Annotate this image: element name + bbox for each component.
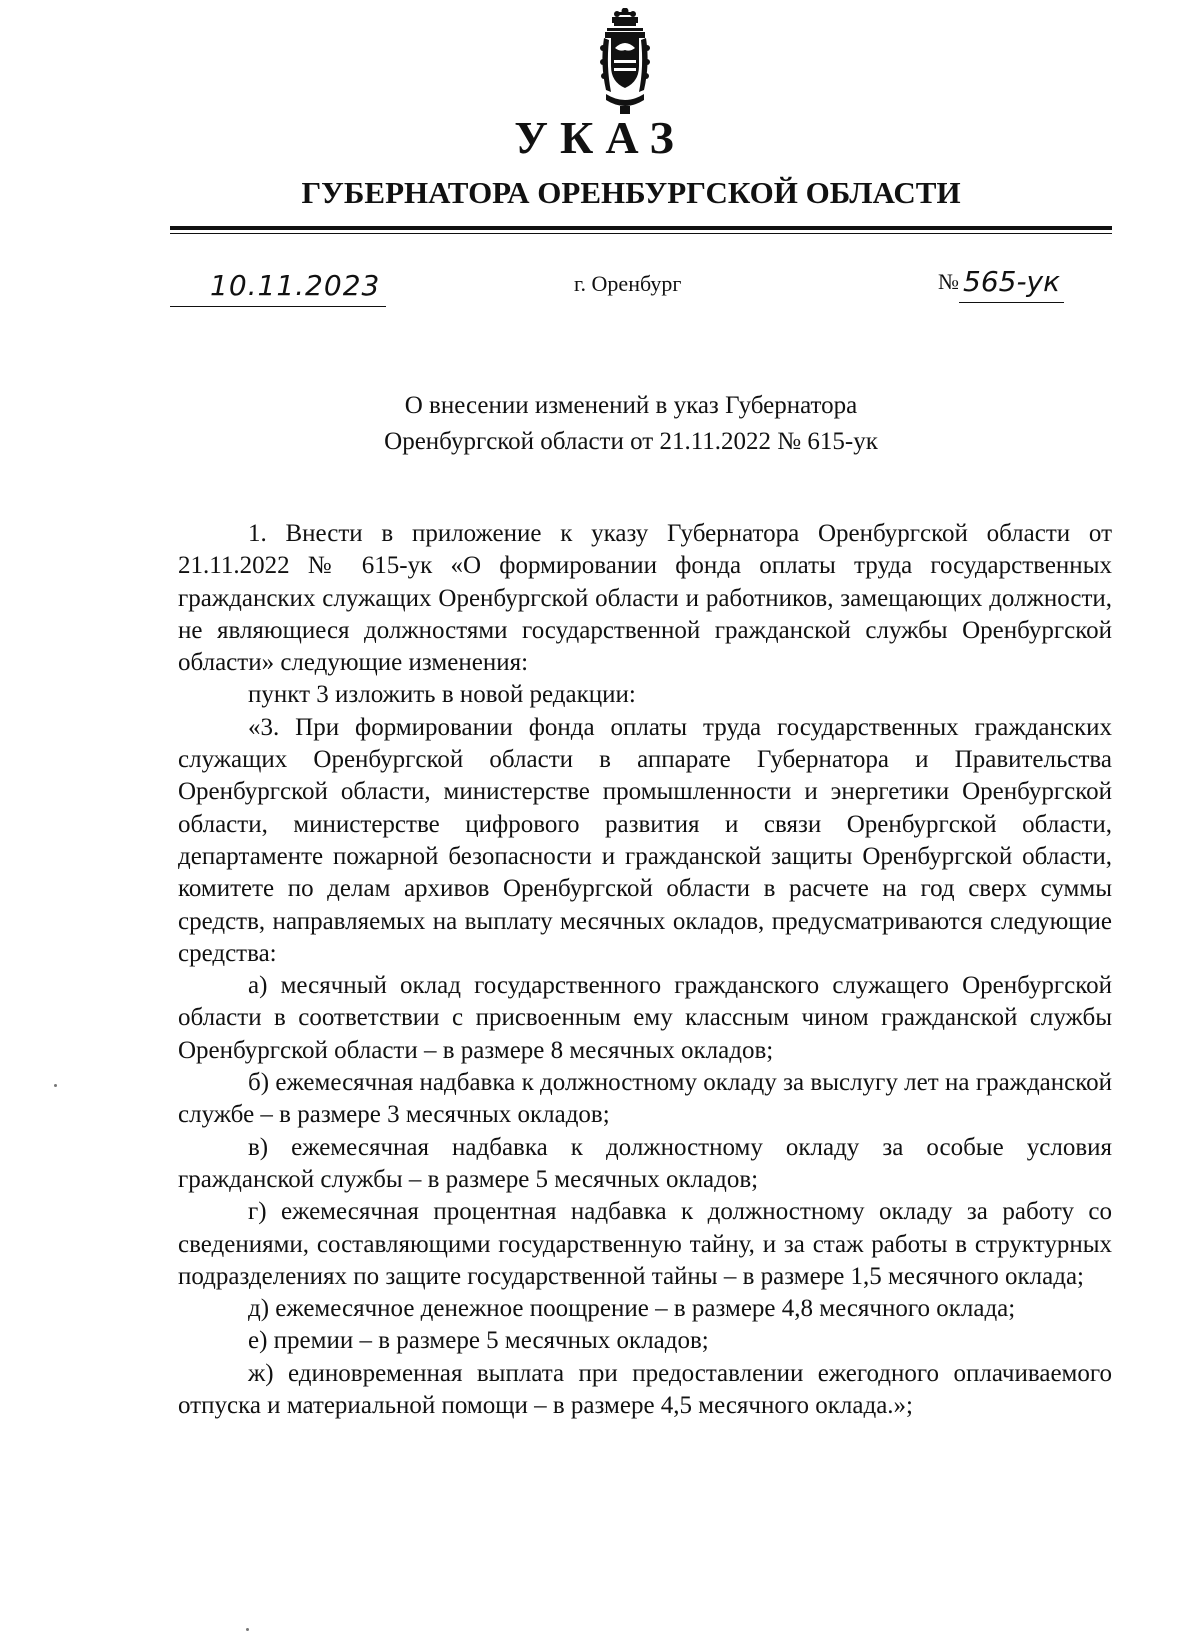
list-item-g: г) ежемесячная процентная надбавка к должностному окладу за работу со сведениями, составляющими государственную тайну, и за стаж работы в структурных подразделениях по защите государственной тайны – в размере 1,5 месячного оклада; (178, 1198, 1112, 1290)
decree-body (178, 518, 1112, 1422)
decree-number-field (938, 262, 1064, 306)
coat-of-arms-emblem (598, 8, 652, 116)
list-item-b: б) ежемесячная надбавка к должностному окладу за выслугу лет на гражданской службе – в размере 3 месячных окладов; (178, 1069, 1112, 1129)
list-item-e: е) премии – в размере 5 месячных окладов; (248, 1327, 709, 1355)
paragraph-1: 1. Внести в приложение к указу Губернатора Оренбургской области от 21.11.2022 № 615-ук «О формировании фонда оплаты труда государственных гражданских служащих Оренбургской области и работников, замещающих должности, не являющиеся должностями государственной гражданской службы Оренбургской области» следующие изменения: (178, 520, 1112, 677)
list-item-zh: ж) единовременная выплата при предоставлении ежегодного оплачиваемого отпуска и материальной помощи – в размере 4,5 месячного оклада.»; (178, 1359, 1112, 1420)
scan-speck (54, 1084, 57, 1087)
list-item-a: а) месячный оклад государственного гражданского служащего Оренбургской области в соответствии с присвоенным ему классным чином гражданской службы Оренбургской области – в размере 8 месячных окладов; (178, 972, 1112, 1064)
list-item-v: в) ежемесячная надбавка к должностному окладу за особые условия гражданской службы – в размере 5 месячных окладов; (178, 1133, 1112, 1193)
decree-heading-line-1: О внесении изменений в указ Губернатора (404, 392, 858, 419)
decree-title: УКАЗ (514, 112, 686, 163)
number-sign: № (938, 269, 959, 294)
scan-speck (246, 1628, 249, 1631)
decree-heading-line-2: Оренбургской области от 21.11.2022 № 615-ук (384, 428, 878, 455)
decree-date-field (170, 266, 386, 307)
paragraph-3: «3. При формировании фонда оплаты труда государственных гражданских служащих Оренбургской области в аппарате Губернатора и Правительства Оренбургской области, министерстве промышленности и энергетики Оренбургской области, министерстве цифрового развития и связи Оренбургской области, департаменте пожарной безопасности и гражданской защиты Оренбургской области, комитете по делам архивов Оренбургской области в расчете на год сверх суммы средств, направляемых на выплату месячных окладов, предусматриваются следующие средства: (178, 713, 1112, 967)
list-item-d: д) ежемесячное денежное поощрение – в размере 4,8 месячного оклада; (248, 1295, 1016, 1323)
decree-date: 10.11.2023 (210, 269, 381, 302)
issuer-title: ГУБЕРНАТОРА ОРЕНБУРГСКОЙ ОБЛАСТИ (301, 175, 961, 210)
header-divider-thin (170, 233, 1112, 234)
decree-number: 565-ук (959, 262, 1064, 303)
decree-heading (0, 388, 1200, 460)
decree-city: г. Оренбург (574, 271, 682, 296)
header-divider-thick (170, 226, 1112, 230)
paragraph-2: пункт 3 изложить в новой редакции: (248, 681, 636, 709)
